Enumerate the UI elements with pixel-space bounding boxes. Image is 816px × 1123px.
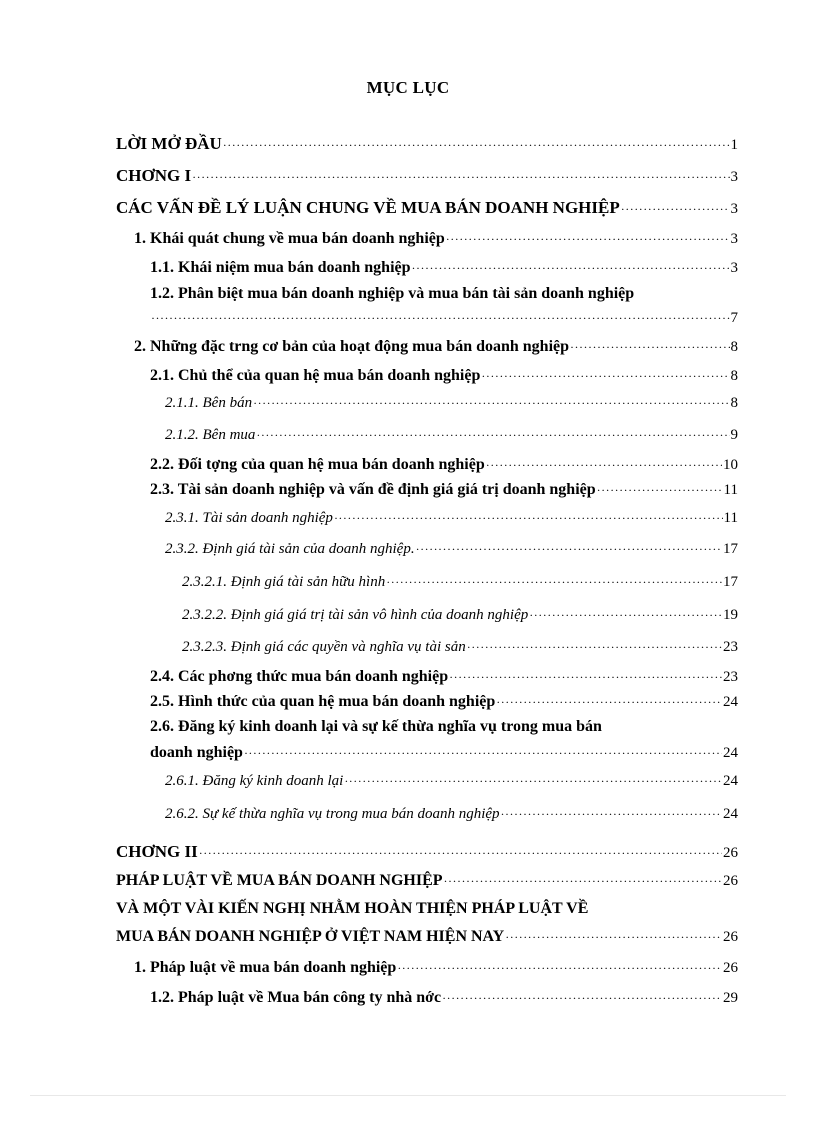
toc-leader-dots	[192, 170, 729, 185]
toc-leader-dots	[199, 846, 722, 861]
toc-leader-dots	[397, 961, 722, 976]
toc-page-number: 3	[730, 169, 738, 185]
toc-label: 1. Pháp luật về mua bán doanh nghiệp	[134, 959, 397, 976]
toc-page-number: 26	[723, 873, 738, 889]
toc-entry-section-2-1[interactable]	[150, 367, 738, 385]
toc-label: 2.4. Các phơng thức mua bán doanh nghiệp	[150, 668, 449, 685]
toc-entry-section-2-4[interactable]	[150, 668, 738, 686]
toc-page-number: 7	[730, 310, 738, 326]
toc-page-number: 29	[723, 990, 738, 1006]
toc-entry-section-2-3-2[interactable]	[165, 541, 738, 558]
toc-leader-dots	[223, 138, 730, 153]
toc-entry-section-2-6-2[interactable]	[165, 806, 738, 823]
toc-leader-dots	[621, 202, 730, 217]
toc-entry-section-2-3-2-1[interactable]	[182, 574, 738, 591]
toc-page-number: 26	[723, 845, 738, 861]
toc-leader-dots	[444, 874, 722, 889]
toc-label: 2.6.2. Sự kế thừa nghĩa vụ trong mua bán doanh nghiệp	[165, 806, 500, 822]
toc-leader-dots	[416, 542, 722, 557]
toc-label: 2.3.2.3. Định giá các quyền và nghĩa vụ tài sản	[182, 639, 466, 655]
toc-page-number: 24	[723, 745, 738, 761]
toc-label: CHƠNG II	[116, 842, 198, 861]
toc-page-number: 17	[723, 541, 738, 557]
toc-label: 2.3.2. Định giá tài sản của doanh nghiệp.	[165, 541, 415, 557]
toc-entry-section-2-6[interactable]	[150, 744, 738, 762]
toc-leader-dots	[151, 311, 730, 326]
toc-page-number: 23	[723, 669, 738, 685]
toc-entry-chapter-2-subtitle-line1[interactable]: VÀ MỘT VÀI KIẾN NGHỊ NHẰM HOÀN THIỆN PHÁP LUẬT VỀ	[116, 900, 589, 917]
toc-entry-chapter-2-title[interactable]	[116, 872, 738, 890]
toc-label: LỜI MỞ ĐẦU	[116, 134, 222, 153]
toc-label: 2.5. Hình thức của quan hệ mua bán doanh nghiệp	[150, 693, 496, 710]
toc-label: 2.1.2. Bên mua	[165, 427, 256, 443]
toc-leader-dots	[597, 483, 723, 498]
toc-page-number: 10	[723, 457, 738, 473]
toc-page-number: 19	[723, 607, 738, 623]
toc-page-number: 24	[723, 773, 738, 789]
toc-leader-dots	[412, 261, 730, 276]
toc-leader-dots	[334, 511, 723, 526]
toc-label: doanh nghiệp	[150, 744, 243, 761]
toc-page-number: 11	[723, 510, 738, 526]
page-title: MỤC LỤC	[366, 78, 450, 97]
toc-page-number: 17	[723, 574, 738, 590]
toc-leader-dots	[442, 991, 722, 1006]
toc-entry-ch2-section-1[interactable]	[134, 959, 738, 977]
toc-leader-dots	[344, 774, 722, 789]
toc-entry-chapter-1-title[interactable]	[116, 198, 738, 218]
toc-entry-section-2-2[interactable]	[150, 456, 738, 474]
toc-page-number: 3	[730, 231, 738, 247]
toc-entry-section-2-6-1[interactable]	[165, 773, 738, 790]
toc-leader-dots	[256, 428, 729, 443]
toc-page-number: 3	[730, 260, 738, 276]
toc-page-number: 23	[723, 639, 738, 655]
toc-entry-chapter-2[interactable]	[116, 842, 738, 862]
toc-entry-section-2-5[interactable]	[150, 693, 738, 711]
toc-page-number: 24	[723, 806, 738, 822]
toc-label: 2. Những đặc trng cơ bản của hoạt động mua bán doanh nghiệp	[134, 338, 570, 355]
toc-page-number: 11	[723, 482, 738, 498]
toc-label: 1.1. Khái niệm mua bán doanh nghiệp	[150, 259, 411, 276]
toc-label: 2.1. Chủ thể của quan hệ mua bán doanh nghiệp	[150, 367, 481, 384]
toc-leader-dots	[446, 232, 730, 247]
toc-entry-introduction[interactable]	[116, 134, 738, 154]
toc-leader-dots	[501, 807, 722, 822]
toc-leader-dots	[570, 340, 729, 355]
toc-leader-dots	[529, 608, 722, 623]
toc-entry-chapter-1[interactable]	[116, 166, 738, 186]
toc-entry-section-1-1[interactable]	[150, 259, 738, 277]
toc-entry-section-2-3[interactable]	[150, 481, 738, 499]
toc-page-number: 24	[723, 694, 738, 710]
toc-page-number: 8	[730, 395, 738, 411]
toc-label: CÁC VẤN ĐỀ LÝ LUẬN CHUNG VỀ MUA BÁN DOANH NGHIỆP	[116, 198, 620, 217]
toc-label: 1.2. Pháp luật về Mua bán công ty nhà nớc	[150, 989, 442, 1006]
toc-label: 2.3.2.1. Định giá tài sản hữu hình	[182, 574, 386, 590]
toc-label: 2.1.1. Bên bán	[165, 395, 253, 411]
page-bottom-rule	[30, 1095, 786, 1096]
toc-entry-section-2-3-1[interactable]	[165, 510, 738, 527]
toc-leader-dots	[481, 369, 729, 384]
toc-label: PHÁP LUẬT VỀ MUA BÁN DOANH NGHIỆP	[116, 872, 443, 889]
toc-leader-dots	[505, 930, 722, 945]
toc-label: 2.2. Đối tợng của quan hệ mua bán doanh nghiệp	[150, 456, 485, 473]
toc-entry-section-2-3-2-2[interactable]	[182, 607, 738, 624]
toc-page-number: 26	[723, 929, 738, 945]
toc-leader-dots	[486, 458, 722, 473]
toc-entry-section-2-3-2-3[interactable]	[182, 639, 738, 656]
toc-leader-dots	[496, 695, 722, 710]
toc-page-number: 1	[730, 137, 738, 153]
toc-page-number: 26	[723, 960, 738, 976]
toc-entry-ch2-section-1-2[interactable]	[150, 989, 738, 1007]
toc-label: 2.3.2.2. Định giá giá trị tài sản vô hình của doanh nghiệp	[182, 607, 529, 623]
toc-label: 2.3. Tài sản doanh nghiệp và vấn đề định giá giá trị doanh nghiệp	[150, 481, 596, 498]
toc-page-number: 8	[730, 339, 738, 355]
toc-leader-dots	[467, 640, 722, 655]
toc-leader-dots	[449, 670, 722, 685]
toc-label: 2.6.1. Đăng ký kinh doanh lại	[165, 773, 344, 789]
toc-page-number: 9	[730, 427, 738, 443]
toc-entry-chapter-2-subtitle[interactable]	[116, 928, 738, 946]
toc-label: 1. Khái quát chung về mua bán doanh nghiệp	[134, 230, 445, 247]
toc-entry-section-2-6-line1[interactable]: 2.6. Đăng ký kinh doanh lại và sự kế thừa nghĩa vụ trong mua bán	[150, 718, 602, 735]
toc-entry-section-2-1-1[interactable]	[165, 395, 738, 412]
toc-leader-dots	[386, 575, 722, 590]
toc-label: 2.3.1. Tài sản doanh nghiệp	[165, 510, 333, 526]
toc-leader-dots	[244, 746, 722, 761]
toc-label: MUA BÁN DOANH NGHIỆP Ở VIỆT NAM HIỆN NAY	[116, 928, 505, 945]
toc-entry-section-1[interactable]	[134, 230, 738, 248]
toc-page-number: 8	[730, 368, 738, 384]
toc-entry-section-1-2-label[interactable]: 1.2. Phân biệt mua bán doanh nghiệp và mua bán tài sản doanh nghiệp	[150, 285, 635, 302]
toc-page-number: 3	[730, 201, 738, 217]
toc-label: CHƠNG I	[116, 166, 192, 185]
toc-entry-section-2-1-2[interactable]	[165, 427, 738, 444]
toc-leader-dots	[253, 396, 729, 411]
toc-entry-section-1-2[interactable]	[150, 310, 738, 327]
toc-entry-section-2[interactable]	[134, 338, 738, 356]
